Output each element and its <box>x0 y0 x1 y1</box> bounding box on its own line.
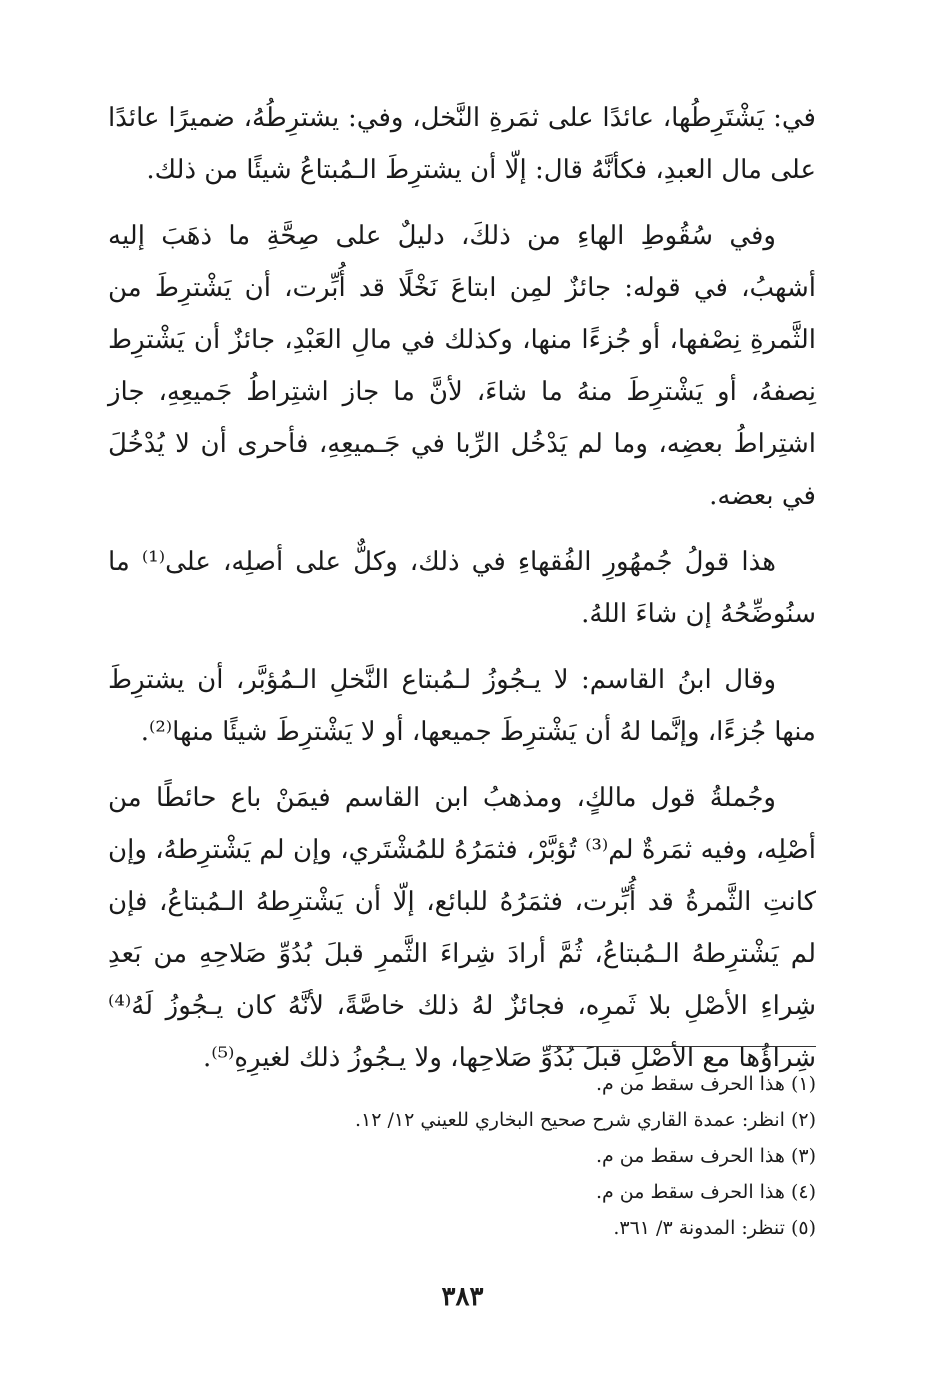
footnote-1: (١) هذا الحرف سقط من م. <box>595 1073 816 1095</box>
footnotes <box>108 1066 816 1246</box>
paragraph-1: في: يَشْتَرِطُها، عائدًا على ثمَرةِ النَّخل، وفي: يشترِطُهُ، ضميرًا عائدًا على مال العبدِ، فكأنَّهُ قال: إلّا أن يشترِطَ الـمُبتاعُ شيئًا من ذلك. <box>108 103 816 185</box>
footnote-4: (٤) هذا الحرف سقط من م. <box>595 1181 816 1203</box>
footnote-5: (٥) تنظر: المدونة ٣/ ٣٦١. <box>613 1217 816 1239</box>
paragraph-4: وقال ابنُ القاسم: لا يـجُوزُ لـمُبتاع النَّخلِ الـمُؤبَّر، أن يشترِطَ منها جُزءًا، وإنَّما لهُ أن يَشْترِطَ جميعها، أو لا يَشْترِطَ شيئًا منها⁽²⁾. <box>108 665 816 747</box>
paragraph-5: وجُملةُ قول مالكٍ، ومذهبُ ابن القاسم فيمَنْ باع حائطًا من أصْلِه، وفيه ثمَرةٌ لم⁽³⁾ تُؤبَّرْ، فثمَرُهُ للمُشْتَري، وإن لم يَشْترِطهُ، وإن كانتِ الثَّمرةُ قد أُبِّرت، فثمَرُهُ للبائع، إلّا أن يَشْترِطهُ الـمُبتاعُ، فإن لم يَشْترِطهُ الـمُبتاعُ، ثُمَّ أرادَ شِراءَ الثَّمرِ قبلَ بُدُوِّ صَلاحِهِ من بَعدِ شِراءِ الأصْلِ بلا ثَمرِه، فجائزٌ لهُ ذلك خاصَّةً، لأنَّهُ كان يـجُوزُ لَهُ⁽⁴⁾ شِراؤُها مع الأصْلِ قبلَ بُدُوِّ صَلاحِها، ولا يـجُوزُ ذلك لغيرِهِ⁽⁵⁾. <box>108 783 816 1073</box>
paragraph-3: هذا قولُ جُمهُورِ الفُقهاءِ في ذلك، وكلٌّ على أصلِه، على⁽¹⁾ ما سنُوضِّحُهُ إن شاءَ اللهُ. <box>108 547 816 629</box>
paragraph-2: وفي سُقُوطِ الهاءِ من ذلكَ، دليلٌ على صِحَّةِ ما ذهَبَ إليه أشهبُ، في قوله: جائزٌ لمِن ابتاعَ نَخْلًا قد أُبِّرت، أن يَشْترِطَ من الثَّمرةِ نِصْفها، أو جُزءًا منها، وكذلك في مالِ العَبْدِ، جائزٌ أن يَشْترِط نِصفهُ، أو يَشْترِطَ منهُ ما شاءَ، لأنَّ ما جاز اشتِراطُ جَميعِهِ، جاز اشتِراطُ بعضِه، وما لم يَدْخُل الرِّبا في جَـميعِهِ، فأحرى أن لا يُدْخُلَ في بعضه. <box>108 221 816 511</box>
page-number: ٣٨٣ <box>441 1282 484 1312</box>
footnote-3: (٣) هذا الحرف سقط من م. <box>595 1145 816 1167</box>
main-text <box>108 92 816 1098</box>
footnote-separator <box>548 1046 816 1047</box>
footnote-2: (٢) انظر: عمدة القاري شرح صحيح البخاري للعيني ١٢/ ١٢. <box>354 1109 816 1131</box>
